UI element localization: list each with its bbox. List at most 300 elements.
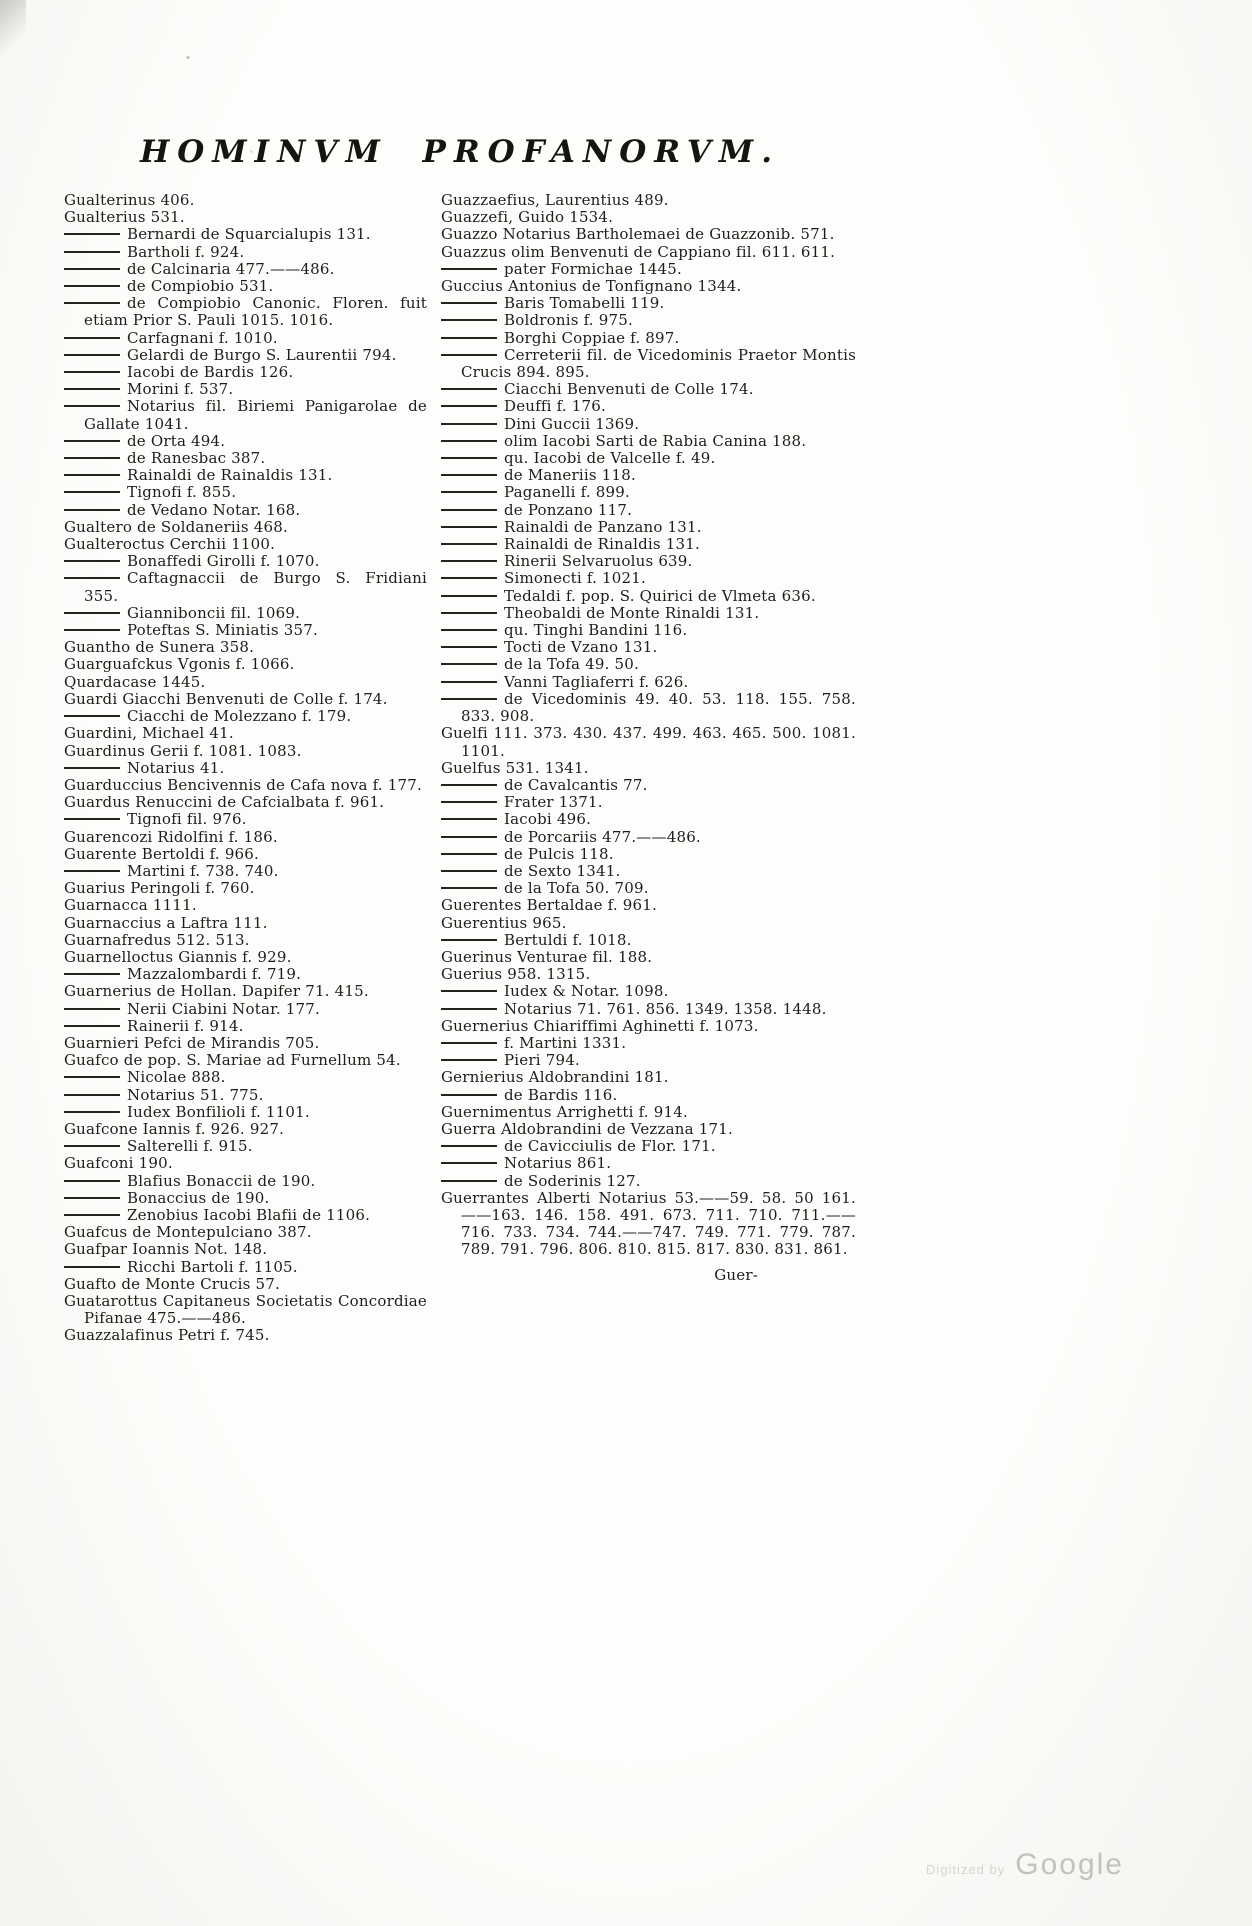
entry-text: Baris Tomabelli 119. [504,294,665,313]
index-entry [441,932,856,949]
index-entry [64,244,427,261]
entry-text: Guardinus Gerii f. 1081. 1083. [64,741,302,760]
entry-text: Guarguafckus Vgonis f. 1066. [64,655,295,674]
ditto-dash [441,663,497,665]
ditto-dash [64,251,120,253]
index-entry [441,897,856,914]
ditto-dash [441,646,497,648]
index-entry [64,863,427,880]
entry-text: pater Formichae 1445. [504,259,682,278]
entry-text: Guerius 958. 1315. [441,965,591,984]
index-entry [441,846,856,863]
entry-text: Guazzus olim Benvenuti de Cappiano fil. 611. 611. [441,242,836,261]
entry-text: Guerentes Bertaldae f. 961. [441,896,657,915]
entry-text: de Bardis 116. [504,1085,618,1104]
index-entry [64,1173,427,1190]
entry-text: Rainaldi de Panzano 131. [504,517,702,536]
index-entry [64,484,427,501]
entry-text: Gualterinus 406. [64,191,195,209]
entry-text: Tignofi fil. 976. [127,810,247,829]
index-column-right-wrap [441,192,856,1345]
entry-text: Ciacchi de Molezzano f. 179. [127,707,352,726]
entry-text: Guerentius 965. [441,913,567,932]
ditto-dash [64,818,120,820]
ditto-dash [441,1180,497,1182]
index-entry [441,639,856,656]
ditto-dash [64,509,120,511]
entry-text: Guafcone Iannis f. 926. 927. [64,1119,285,1138]
index-entry [441,381,856,398]
entry-text: de Soderinis 127. [504,1171,641,1190]
ditto-dash [441,1145,497,1147]
index-entry [64,725,427,742]
index-entry [64,1069,427,1086]
entry-text: Guatarottus Capitaneus Societatis Concordiae Pifanae 475.——486. [64,1292,427,1328]
entry-text: Salterelli f. 915. [127,1137,253,1156]
entry-text: Guernimentus Arrighetti f. 914. [441,1102,688,1121]
index-entry [64,364,427,381]
entry-text: Tignofi f. 855. [127,483,237,502]
entry-text: Bonaffedi Girolli f. 1070. [127,552,320,571]
index-entry [64,450,427,467]
entry-text: Notarius 71. 761. 856. 1349. 1358. 1448. [504,999,827,1018]
ditto-dash [64,474,120,476]
ditto-dash [441,870,497,872]
index-entry [441,312,856,329]
index-entry [441,588,856,605]
index-entry [64,897,427,914]
entry-text: Frater 1371. [504,793,603,812]
index-entry [441,1087,856,1104]
index-entry [441,794,856,811]
index-entry [441,192,856,209]
index-entry [64,932,427,949]
index-entry [64,519,427,536]
ditto-dash [441,337,497,339]
index-entry [441,209,856,226]
entry-text: Boldronis f. 975. [504,311,633,330]
index-entry [64,398,427,432]
index-entry [64,1276,427,1293]
entry-text: Guardi Giacchi Benvenuti de Colle f. 174. [64,689,388,708]
entry-text: Gualtero de Soldaneriis 468. [64,517,288,536]
index-entry [441,570,856,587]
entry-text: Guarnacca 1111. [64,896,197,915]
ditto-dash [64,612,120,614]
ditto-dash [64,440,120,442]
ditto-dash [64,371,120,373]
ditto-dash [64,388,120,390]
entry-text: Caftagnaccii de Burgo S. Fridiani 355. [84,569,427,605]
ditto-dash [64,354,120,356]
index-entry [64,794,427,811]
entry-text: Iudex Bonfilioli f. 1101. [127,1102,310,1121]
ditto-dash [64,285,120,287]
entry-text: Guarnieri Pefci de Mirandis 705. [64,1033,320,1052]
index-entry [441,656,856,673]
ditto-dash [64,268,120,270]
ditto-dash [441,577,497,579]
ditto-dash [64,870,120,872]
index-column-right [441,192,856,1259]
ditto-dash [64,715,120,717]
entry-text: de Ranesbac 387. [127,449,266,468]
entry-text: de Compiobio Canonic. Floren. fuit etiam Prior S. Pauli 1015. 1016. [84,294,427,330]
index-column-left [64,192,427,1345]
ditto-dash [441,268,497,270]
ditto-dash [64,1214,120,1216]
entry-text: Guantho de Sunera 358. [64,638,255,657]
index-entry [441,1018,856,1035]
entry-text: de la Tofa 50. 709. [504,879,649,898]
entry-text: Iudex & Notar. 1098. [504,982,669,1001]
entry-text: Carfagnani f. 1010. [127,328,278,347]
index-entry [64,708,427,725]
google-logo-text: Google [1015,1848,1124,1881]
index-entry [64,295,427,329]
index-entry [64,777,427,794]
index-entry [441,1121,856,1138]
index-entry [441,553,856,570]
entry-text: Tocti de Vzano 131. [504,638,658,657]
ditto-dash [441,1162,497,1164]
entry-text: Guerinus Venturae fil. 188. [441,947,653,966]
index-entry [441,433,856,450]
catchword: Guer- [714,1265,758,1284]
ditto-dash [64,457,120,459]
entry-text: Guccius Antonius de Tonfignano 1344. [441,277,742,296]
ditto-dash [441,818,497,820]
entry-text: de Maneriis 118. [504,466,636,485]
index-entry [441,295,856,312]
ditto-dash [64,1145,120,1147]
index-entry [64,330,427,347]
ditto-dash [441,405,497,407]
entry-text: de Vedano Notar. 168. [127,500,301,519]
entry-text: Notarius fil. Biriemi Panigarolae de Gallate 1041. [84,397,427,433]
entry-text: Deuffi f. 176. [504,397,606,416]
entry-text: Guafcus de Montepulciano 387. [64,1223,312,1242]
entry-text: de Calcinaria 477.——486. [127,259,335,278]
index-entry [441,1052,856,1069]
page-title: HOMINVM PROFANORVM. [139,134,781,170]
ditto-dash [441,595,497,597]
index-entry [64,209,427,226]
index-entry [441,674,856,691]
index-entry [441,467,856,484]
entry-text: Mazzalombardi f. 719. [127,965,302,984]
entry-text: Guarente Bertoldi f. 966. [64,844,260,863]
entry-text: Guelfus 531. 1341. [441,758,589,777]
entry-text: Guelfi 111. 373. 430. 437. 499. 463. 465. 500. 1081. 1101. [441,724,856,760]
index-entry [64,1327,427,1344]
ditto-dash [441,681,497,683]
entry-text: Iacobi 496. [504,810,592,829]
ditto-dash [64,1197,120,1199]
index-entry [64,502,427,519]
index-entry [64,674,427,691]
entry-text: Guarduccius Bencivennis de Cafa nova f. 177. [64,775,422,794]
entry-text: Nicolae 888. [127,1068,226,1087]
index-entry [441,949,856,966]
entry-text: Vanni Tagliaferri f. 626. [504,672,689,691]
ditto-dash [441,560,497,562]
index-entry [64,1224,427,1241]
index-entry [64,811,427,828]
ditto-dash [441,474,497,476]
entry-text: Ricchi Bartoli f. 1105. [127,1257,298,1276]
index-entry [441,519,856,536]
index-entry [64,192,427,209]
entry-text: Poteftas S. Miniatis 357. [127,621,318,640]
entry-text: Simonecti f. 1021. [504,569,646,588]
entry-text: Guafconi 190. [64,1154,173,1173]
ditto-dash [64,1094,120,1096]
index-entry [441,261,856,278]
index-entry [441,278,856,295]
index-entry [64,278,427,295]
index-entry [64,347,427,364]
index-entry [441,347,856,381]
ditto-dash [64,1180,120,1182]
index-entry [441,244,856,261]
ditto-dash [441,1094,497,1096]
entry-text: Pieri 794. [504,1051,580,1070]
ditto-dash [441,698,497,700]
index-entry [441,1001,856,1018]
index-entry [64,622,427,639]
index-entry [64,1035,427,1052]
entry-text: de la Tofa 49. 50. [504,655,639,674]
entry-text: Tedaldi f. pop. S. Quirici de Vlmeta 636. [504,586,816,605]
ditto-dash [441,543,497,545]
entry-text: Guarnafredus 512. 513. [64,930,250,949]
ditto-dash [441,354,497,356]
ditto-dash [64,577,120,579]
index-entry [64,605,427,622]
index-entry [441,1155,856,1172]
index-entry [64,1241,427,1258]
index-entry [64,1259,427,1276]
index-entry [441,915,856,932]
entry-text: Gelardi de Burgo S. Laurentii 794. [127,345,397,364]
ditto-dash [441,836,497,838]
entry-text: Guazzaefius, Laurentius 489. [441,191,669,209]
entry-text: Guarnerius de Hollan. Dapifer 71. 415. [64,982,369,1001]
index-entry [64,570,427,604]
entry-text: Gianniboncii fil. 1069. [127,603,301,622]
ditto-dash [441,388,497,390]
index-entry [441,829,856,846]
index-entry [441,536,856,553]
index-entry [441,811,856,828]
entry-text: qu. Tinghi Bandini 116. [504,621,688,640]
index-entry [441,880,856,897]
entry-text: Guernerius Chiariffimi Aghinetti f. 1073. [441,1016,759,1035]
ditto-dash [64,560,120,562]
entry-text: Nerii Ciabini Notar. 177. [127,999,320,1018]
index-entry [441,330,856,347]
index-entry [441,484,856,501]
index-entry [64,1138,427,1155]
entry-text: Guazzo Notarius Bartholemaei de Guazzonib. 571. [441,225,835,244]
entry-text: Bonaccius de 190. [127,1188,270,1207]
ditto-dash [441,939,497,941]
index-entry [441,398,856,415]
ditto-dash [441,629,497,631]
entry-text: Notarius 51. 775. [127,1085,264,1104]
entry-text: Guardini, Michael 41. [64,724,234,743]
entry-text: Rinerii Selvaruolus 639. [504,552,693,571]
index-entry [64,656,427,673]
index-entry [441,1138,856,1155]
entry-text: qu. Iacobi de Valcelle f. 49. [504,449,716,468]
index-entry [441,725,856,759]
index-entry [64,691,427,708]
entry-text: Notarius 861. [504,1154,612,1173]
entry-text: Bertuldi f. 1018. [504,930,632,949]
index-entry [441,622,856,639]
ditto-dash [64,629,120,631]
index-entry [64,1207,427,1224]
index-entry [441,450,856,467]
entry-text: Guafto de Monte Crucis 57. [64,1274,280,1293]
ditto-dash [441,457,497,459]
ditto-dash [64,405,120,407]
entry-text: Bartholi f. 924. [127,242,245,261]
entry-text: Quardacase 1445. [64,672,206,691]
index-entry [64,1087,427,1104]
entry-text: de Cavicciulis de Flor. 171. [504,1137,716,1156]
entry-text: Rainaldi de Rainaldis 131. [127,466,333,485]
entry-text: Guerrantes Alberti Notarius 53.——59. 58. 50 161.——163. 146. 158. 491. 673. 711. 710. 711.——716. 733. 734. 744.——747. 749. 771. 779. 787. 789. 791. 796. 806. 810. 815. 817. 830. 831. 861. [441,1188,856,1259]
ditto-dash [64,337,120,339]
index-entry [441,502,856,519]
entry-text: Iacobi de Bardis 126. [127,363,294,382]
entry-text: Guerra Aldobrandini de Vezzana 171. [441,1119,733,1138]
index-entry [441,760,856,777]
ditto-dash [441,440,497,442]
ditto-dash [64,1266,120,1268]
entry-text: Cerreterii fil. de Vicedominis Praetor Montis Crucis 894. 895. [461,345,856,382]
entry-text: Ciacchi Benvenuti de Colle 174. [504,380,754,399]
ditto-dash [441,853,497,855]
index-entry [64,880,427,897]
ditto-dash [64,1008,120,1010]
ditto-dash [441,990,497,992]
entry-text: olim Iacobi Sarti de Rabia Canina 188. [504,431,807,450]
entry-text: Zenobius Iacobi Blafii de 1106. [127,1205,371,1224]
entry-text: de Porcariis 477.——486. [504,827,701,846]
index-entry [441,1173,856,1190]
entry-text: Guardus Renuccini de Cafcialbata f. 961. [64,793,385,812]
index-entry [64,743,427,760]
index-entry [64,846,427,863]
index-entry [64,915,427,932]
ditto-dash [441,801,497,803]
index-entry [64,1052,427,1069]
ditto-dash [64,1025,120,1027]
ditto-dash [441,784,497,786]
entry-text: Morini f. 537. [127,380,234,399]
scan-speck [186,56,190,59]
index-entry [441,605,856,622]
watermark-prefix: Digitized by [926,1862,1006,1877]
entry-text: de Orta 494. [127,431,226,450]
entry-text: Guarnaccius a Laftra 111. [64,913,268,932]
index-entry [64,467,427,484]
index-entry [441,966,856,983]
entry-text: f. Martini 1331. [504,1033,627,1052]
index-entry [441,1104,856,1121]
ditto-dash [64,302,120,304]
index-entry [64,1104,427,1121]
index-entry [441,1069,856,1086]
ditto-dash [64,767,120,769]
index-entry [441,226,856,243]
ditto-dash [441,1059,497,1061]
index-entry [64,226,427,243]
index-entry [64,1018,427,1035]
index-entry [64,433,427,450]
entry-text: Guafco de pop. S. Mariae ad Furnellum 54. [64,1051,401,1070]
ditto-dash [441,302,497,304]
entry-text: Rainaldi de Rinaldis 131. [504,535,700,554]
index-columns [64,192,856,1345]
ditto-dash [441,1008,497,1010]
google-watermark [926,1848,1124,1882]
index-entry [441,1035,856,1052]
entry-text: Paganelli f. 899. [504,483,630,502]
ditto-dash [441,423,497,425]
index-entry [64,1155,427,1172]
ditto-dash [441,319,497,321]
entry-text: Borghi Coppiae f. 897. [504,328,680,347]
index-entry [441,777,856,794]
entry-text: Guazzefi, Guido 1534. [441,208,614,227]
entry-text: Notarius 41. [127,758,225,777]
ditto-dash [441,509,497,511]
entry-text: de Pulcis 118. [504,844,614,863]
index-entry [64,983,427,1000]
index-entry [64,1121,427,1138]
entry-text: Blafius Bonaccii de 190. [127,1171,316,1190]
index-entry [64,553,427,570]
entry-text: Rainerii f. 914. [127,1016,244,1035]
index-entry [441,416,856,433]
entry-text: Gualteroctus Cerchii 1100. [64,535,276,554]
index-entry [64,829,427,846]
index-entry [441,863,856,880]
ditto-dash [441,491,497,493]
entry-text: de Compiobio 531. [127,277,274,296]
index-entry [64,760,427,777]
ditto-dash [441,612,497,614]
entry-text: de Sexto 1341. [504,861,621,880]
ditto-dash [64,491,120,493]
entry-text: Gualterius 531. [64,208,185,227]
ditto-dash [64,233,120,235]
entry-text: de Cavalcantis 77. [504,775,648,794]
index-entry [64,1001,427,1018]
index-entry [64,639,427,656]
ditto-dash [441,887,497,889]
ditto-dash [441,1042,497,1044]
index-entry [64,1190,427,1207]
entry-text: Bernardi de Squarcialupis 131. [127,225,371,244]
entry-text: de Ponzano 117. [504,500,633,519]
entry-text: Gernierius Aldobrandini 181. [441,1068,669,1087]
